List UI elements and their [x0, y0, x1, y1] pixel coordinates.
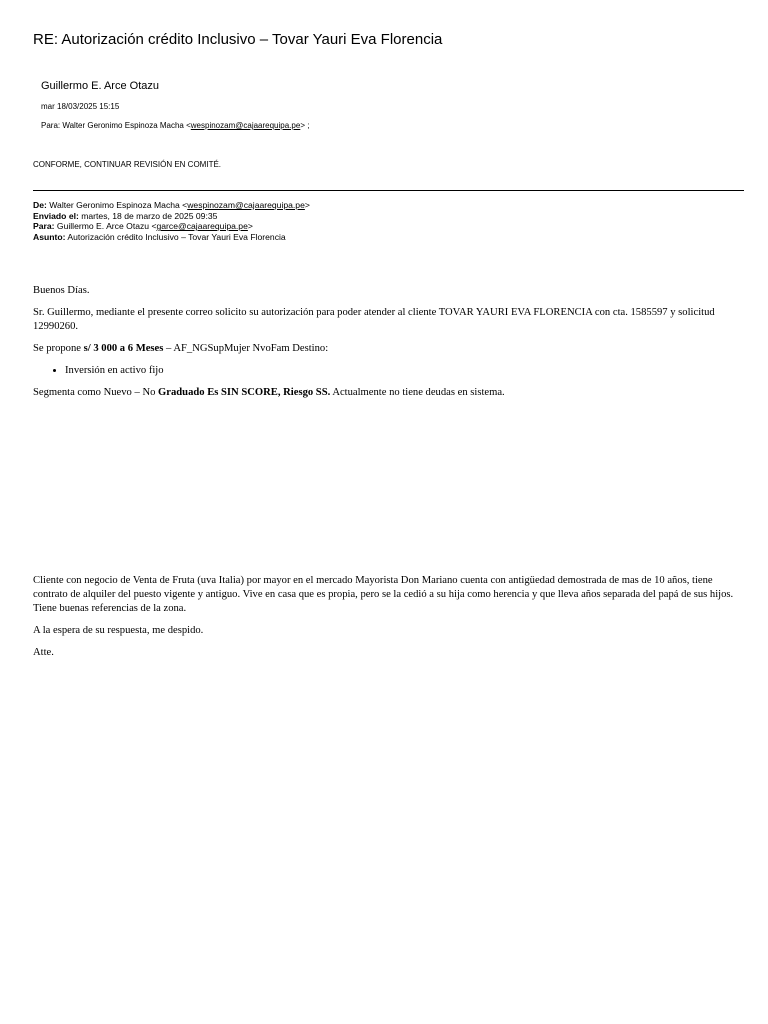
segment-highlight: Graduado Es SIN SCORE, Riesgo SS.	[158, 387, 331, 398]
reply-to-email-link[interactable]: wespinozam@cajaarequipa.pe	[190, 121, 301, 130]
reply-to-prefix: Para: Walter Geronimo Espinoza Macha <	[41, 121, 191, 130]
proposal-prefix: Se propone	[33, 343, 84, 354]
to-label: Para:	[33, 221, 55, 232]
segment-suffix: Actualmente no tiene deudas en sistema.	[330, 387, 505, 398]
from-name: Walter Geronimo Espinoza Macha <	[46, 200, 188, 210]
reply-message: CONFORME, CONTINUAR REVISIÓN EN COMITÉ.	[33, 160, 222, 169]
email-body	[33, 284, 748, 408]
proposal-suffix: – AF_NGSupMujer NvoFam Destino:	[163, 343, 329, 354]
email-body-continued	[33, 574, 748, 668]
email-subject: RE: Autorización crédito Inclusivo – Tovar Yauri Eva Florencia	[33, 31, 443, 48]
header-to	[33, 221, 310, 232]
segment-prefix: Segmenta como Nuevo – No	[33, 387, 159, 398]
body-closing: A la espera de su respuesta, me despido.	[33, 625, 204, 636]
body-proposal	[33, 342, 748, 356]
message-divider	[33, 190, 744, 191]
to-suffix: >	[247, 221, 253, 232]
from-suffix: >	[304, 200, 310, 210]
to-name: Guillermo E. Arce Otazu <	[54, 221, 157, 232]
body-request: Sr. Guillermo, mediante el presente correo solicito su autorización para poder atender al cliente TOVAR YAURI EVA FLORENCIA con cta. 1585597 y solicitud 12990260.	[33, 307, 715, 332]
from-email-link[interactable]: wespinozam@cajaarequipa.pe	[187, 200, 305, 210]
subject-label: Asunto:	[33, 231, 66, 242]
from-label: De:	[33, 200, 47, 210]
sent-label: Enviado el:	[33, 210, 79, 221]
to-email-link[interactable]: garce@cajaarequipa.pe	[156, 221, 248, 232]
body-signoff: Atte.	[33, 647, 54, 658]
reply-recipients	[41, 121, 309, 130]
reply-to-suffix: > ;	[300, 121, 310, 130]
original-message-header	[33, 200, 310, 242]
body-segment	[33, 386, 748, 400]
header-sent	[33, 211, 310, 222]
body-greeting: Buenos Días.	[33, 285, 90, 296]
list-item: • Inversión en activo fijo	[65, 364, 748, 378]
header-from	[33, 200, 310, 211]
sent-value: martes, 18 de marzo de 2025 09:35	[78, 210, 218, 221]
header-subject	[33, 232, 310, 243]
proposal-amount: s/ 3 000 a 6 Meses	[83, 343, 164, 354]
reply-date: mar 18/03/2025 15:15	[41, 102, 120, 111]
proposal-list	[33, 364, 748, 378]
reply-sender-name: Guillermo E. Arce Otazu	[41, 80, 159, 92]
body-client-description: Cliente con negocio de Venta de Fruta (uva Italia) por mayor en el mercado Mayorista Don Mariano cuenta con antigüedad demostrada de mas de 10 años, tiene contrato de alquiler del puesto vigente y antiguo. Vive en casa que es propia, pero se la cedió a su hija como herencia y que lleva años separada del papá de sus hijos. Tiene buenas referencias de la zona.	[33, 575, 734, 614]
subject-value: Autorización crédito Inclusivo – Tovar Yauri Eva Florencia	[65, 231, 286, 242]
